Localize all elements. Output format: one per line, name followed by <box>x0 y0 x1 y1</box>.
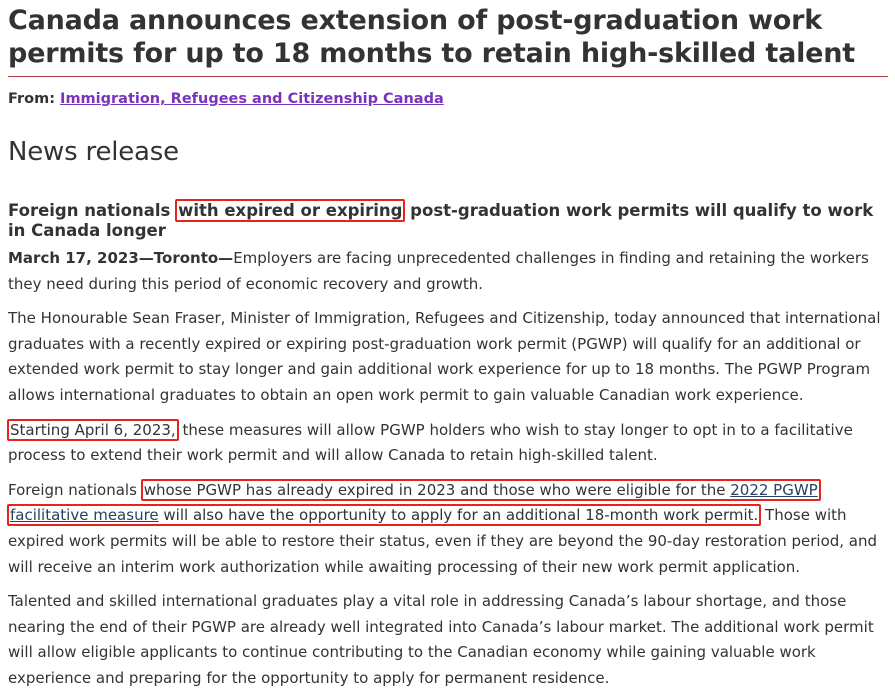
from-label: From: <box>8 91 61 107</box>
eligibility-highlight-start: whose PGWP has already expired in 2023 and those who were eligible for the <box>143 480 731 499</box>
eligibility-text-end: Those with expired work permits will be able to restore their status, even if they are beyond the 90-day restoration period, and will receive an interim work authorization while awaiting processing of their new work permit application. <box>8 506 878 576</box>
title-divider <box>8 76 888 77</box>
subtitle-text-end: post-graduation work permits will qualify to work in Canada longer <box>8 201 874 240</box>
page-title: Canada announces extension of post-graduation work permits for up to 18 months to retain high-skilled talent <box>8 5 855 69</box>
news-article <box>8 0 888 692</box>
dateline: March 17, 2023—Toronto— <box>8 249 234 267</box>
paragraph-start-date <box>8 418 888 469</box>
department-link[interactable]: Immigration, Refugees and Citizenship Canada <box>60 91 444 107</box>
release-subtitle <box>8 201 888 241</box>
from-line <box>8 89 888 109</box>
eligibility-text-start: Foreign nationals <box>8 480 142 499</box>
highlight-expired-or-expiring: with expired or expiring <box>175 199 405 222</box>
intro-text: Employers are facing unprecedented challenges in finding and retaining the workers they need during this period of economic recovery and growth. <box>8 249 869 293</box>
paragraph-eligibility <box>8 478 888 580</box>
highlight-start-date: Starting April 6, 2023, <box>7 419 179 441</box>
paragraph-intro <box>8 246 888 297</box>
subtitle-text-start: Foreign nationals <box>8 201 177 220</box>
start-date-text: these measures will allow PGWP holders who wish to stay longer to opt in to a facilitative process to extend their work permit and will allow Canada to retain high-skilled talent. <box>8 420 853 465</box>
section-heading: News release <box>8 137 179 167</box>
paragraph-labour-shortage: Talented and skilled international graduates play a vital role in addressing Canada’s labour shortage, and those nearing the end of their PGWP are already well integrated into Canada’s labour market. The additional work permit will allow eligible applicants to continue contributing to the Canadian economy while gaining valuable work experience and preparing for the opportunity to apply for permanent residence. <box>8 592 874 687</box>
paragraph-announcement: The Honourable Sean Fraser, Minister of Immigration, Refugees and Citizenship, today announced that international graduates with a recently expired or expiring post-graduation work permit (PGWP) will qualify for an additional or extended work permit to stay longer and gain additional work experience for up to 18 months. The PGWP Program allows international graduates to obtain an open work permit to gain valuable Canadian work experience. <box>8 309 881 404</box>
eligibility-highlight-end: will also have the opportunity to apply for an additional 18-month work permit. <box>158 506 759 525</box>
facilitative-measure-link[interactable]: 2022 PGWP facilitative measure <box>10 480 818 525</box>
